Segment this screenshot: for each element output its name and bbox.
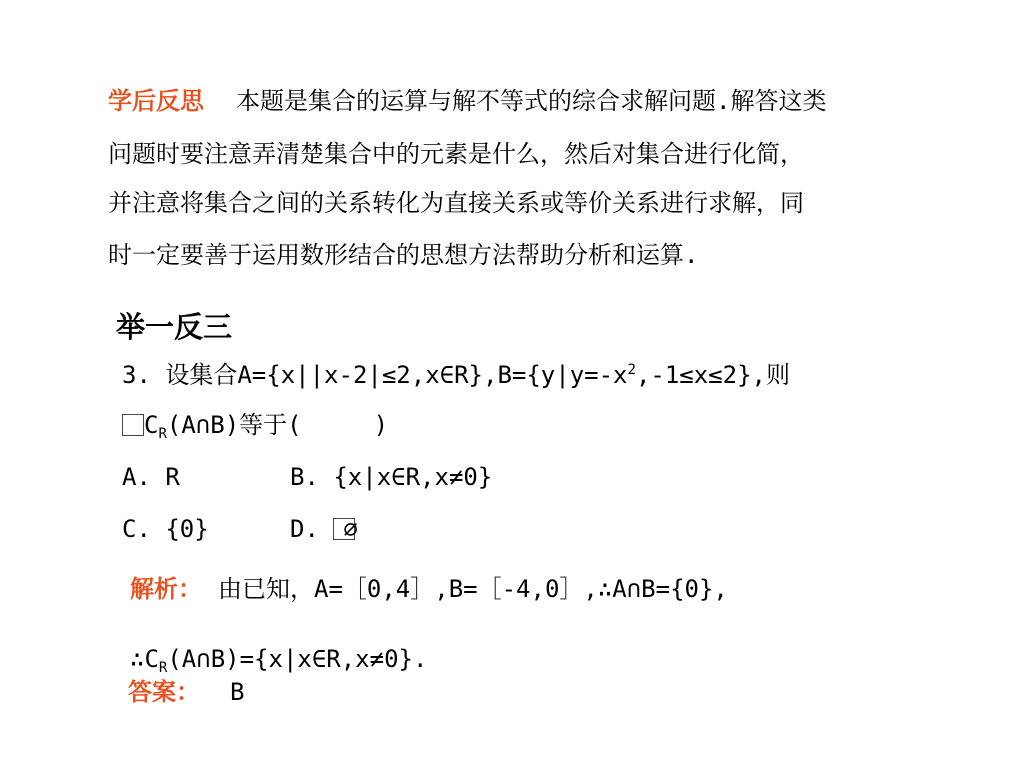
option-a-value: R <box>165 463 180 491</box>
option-d-value: ∅ <box>343 515 358 543</box>
reflection-label: 学后反思 <box>108 87 204 115</box>
question-line-1 <box>122 360 790 390</box>
analysis-text-2-pre: ∴C <box>130 645 159 673</box>
answer-label: 答案： <box>128 678 200 706</box>
analysis-text-2-rest: (A∩B)={x|x∈R,x≠0}. <box>167 645 428 673</box>
reflection-text-1: 本题是集合的运算与解不等式的综合求解问题.解答这类 <box>236 87 827 115</box>
question-exponent: 2 <box>627 362 636 378</box>
answer-value: B <box>230 678 245 706</box>
analysis-sub: R <box>158 660 168 676</box>
analysis-label: 解析： <box>130 575 202 603</box>
question-text-b: ,-1≤x≤2},则 <box>635 361 790 389</box>
reflection-text-2: 问题时要注意弄清楚集合中的元素是什么，然后对集合进行化简， <box>108 140 804 168</box>
option-c[interactable] <box>122 514 209 544</box>
option-d[interactable] <box>290 514 358 544</box>
question-complement-sub: R <box>158 426 167 442</box>
question-text-a: 设集合A={x||x-2|≤2,x∈R},B={y|y=-x <box>165 361 628 389</box>
analysis-text-1: 由已知，A=［0,4］,B=［-4,0］,∴A∩B={0}, <box>218 575 728 603</box>
analysis-line-1 <box>130 574 728 604</box>
option-b-key: B. <box>290 463 319 491</box>
option-c-value: {0} <box>165 515 209 543</box>
practice-heading: 举一反三 <box>116 310 233 344</box>
reflection-text-3: 并注意将集合之间的关系转化为直接关系或等价关系进行求解，同 <box>108 189 804 217</box>
question-line2-rest: (A∩B)等于( ) <box>166 411 389 439</box>
reflection-line-2 <box>108 139 804 169</box>
answer-line <box>128 677 244 707</box>
option-a[interactable] <box>122 462 180 492</box>
reflection-line-4 <box>108 240 698 270</box>
option-a-key: A. <box>122 463 151 491</box>
option-b-value: {x|x∈R,x≠0} <box>333 463 493 491</box>
question-complement-c: C <box>144 411 159 439</box>
analysis-line-2 <box>130 644 427 674</box>
question-line-2 <box>122 410 388 440</box>
complement-box-icon <box>122 414 144 436</box>
option-b[interactable] <box>290 462 492 492</box>
reflection-line-1 <box>108 86 826 116</box>
option-c-key: C. <box>122 515 151 543</box>
question-number: 3. <box>122 361 151 389</box>
option-d-key: D. <box>290 515 319 543</box>
reflection-line-3 <box>108 188 804 218</box>
reflection-text-4: 时一定要善于运用数形结合的思想方法帮助分析和运算. <box>108 241 699 269</box>
